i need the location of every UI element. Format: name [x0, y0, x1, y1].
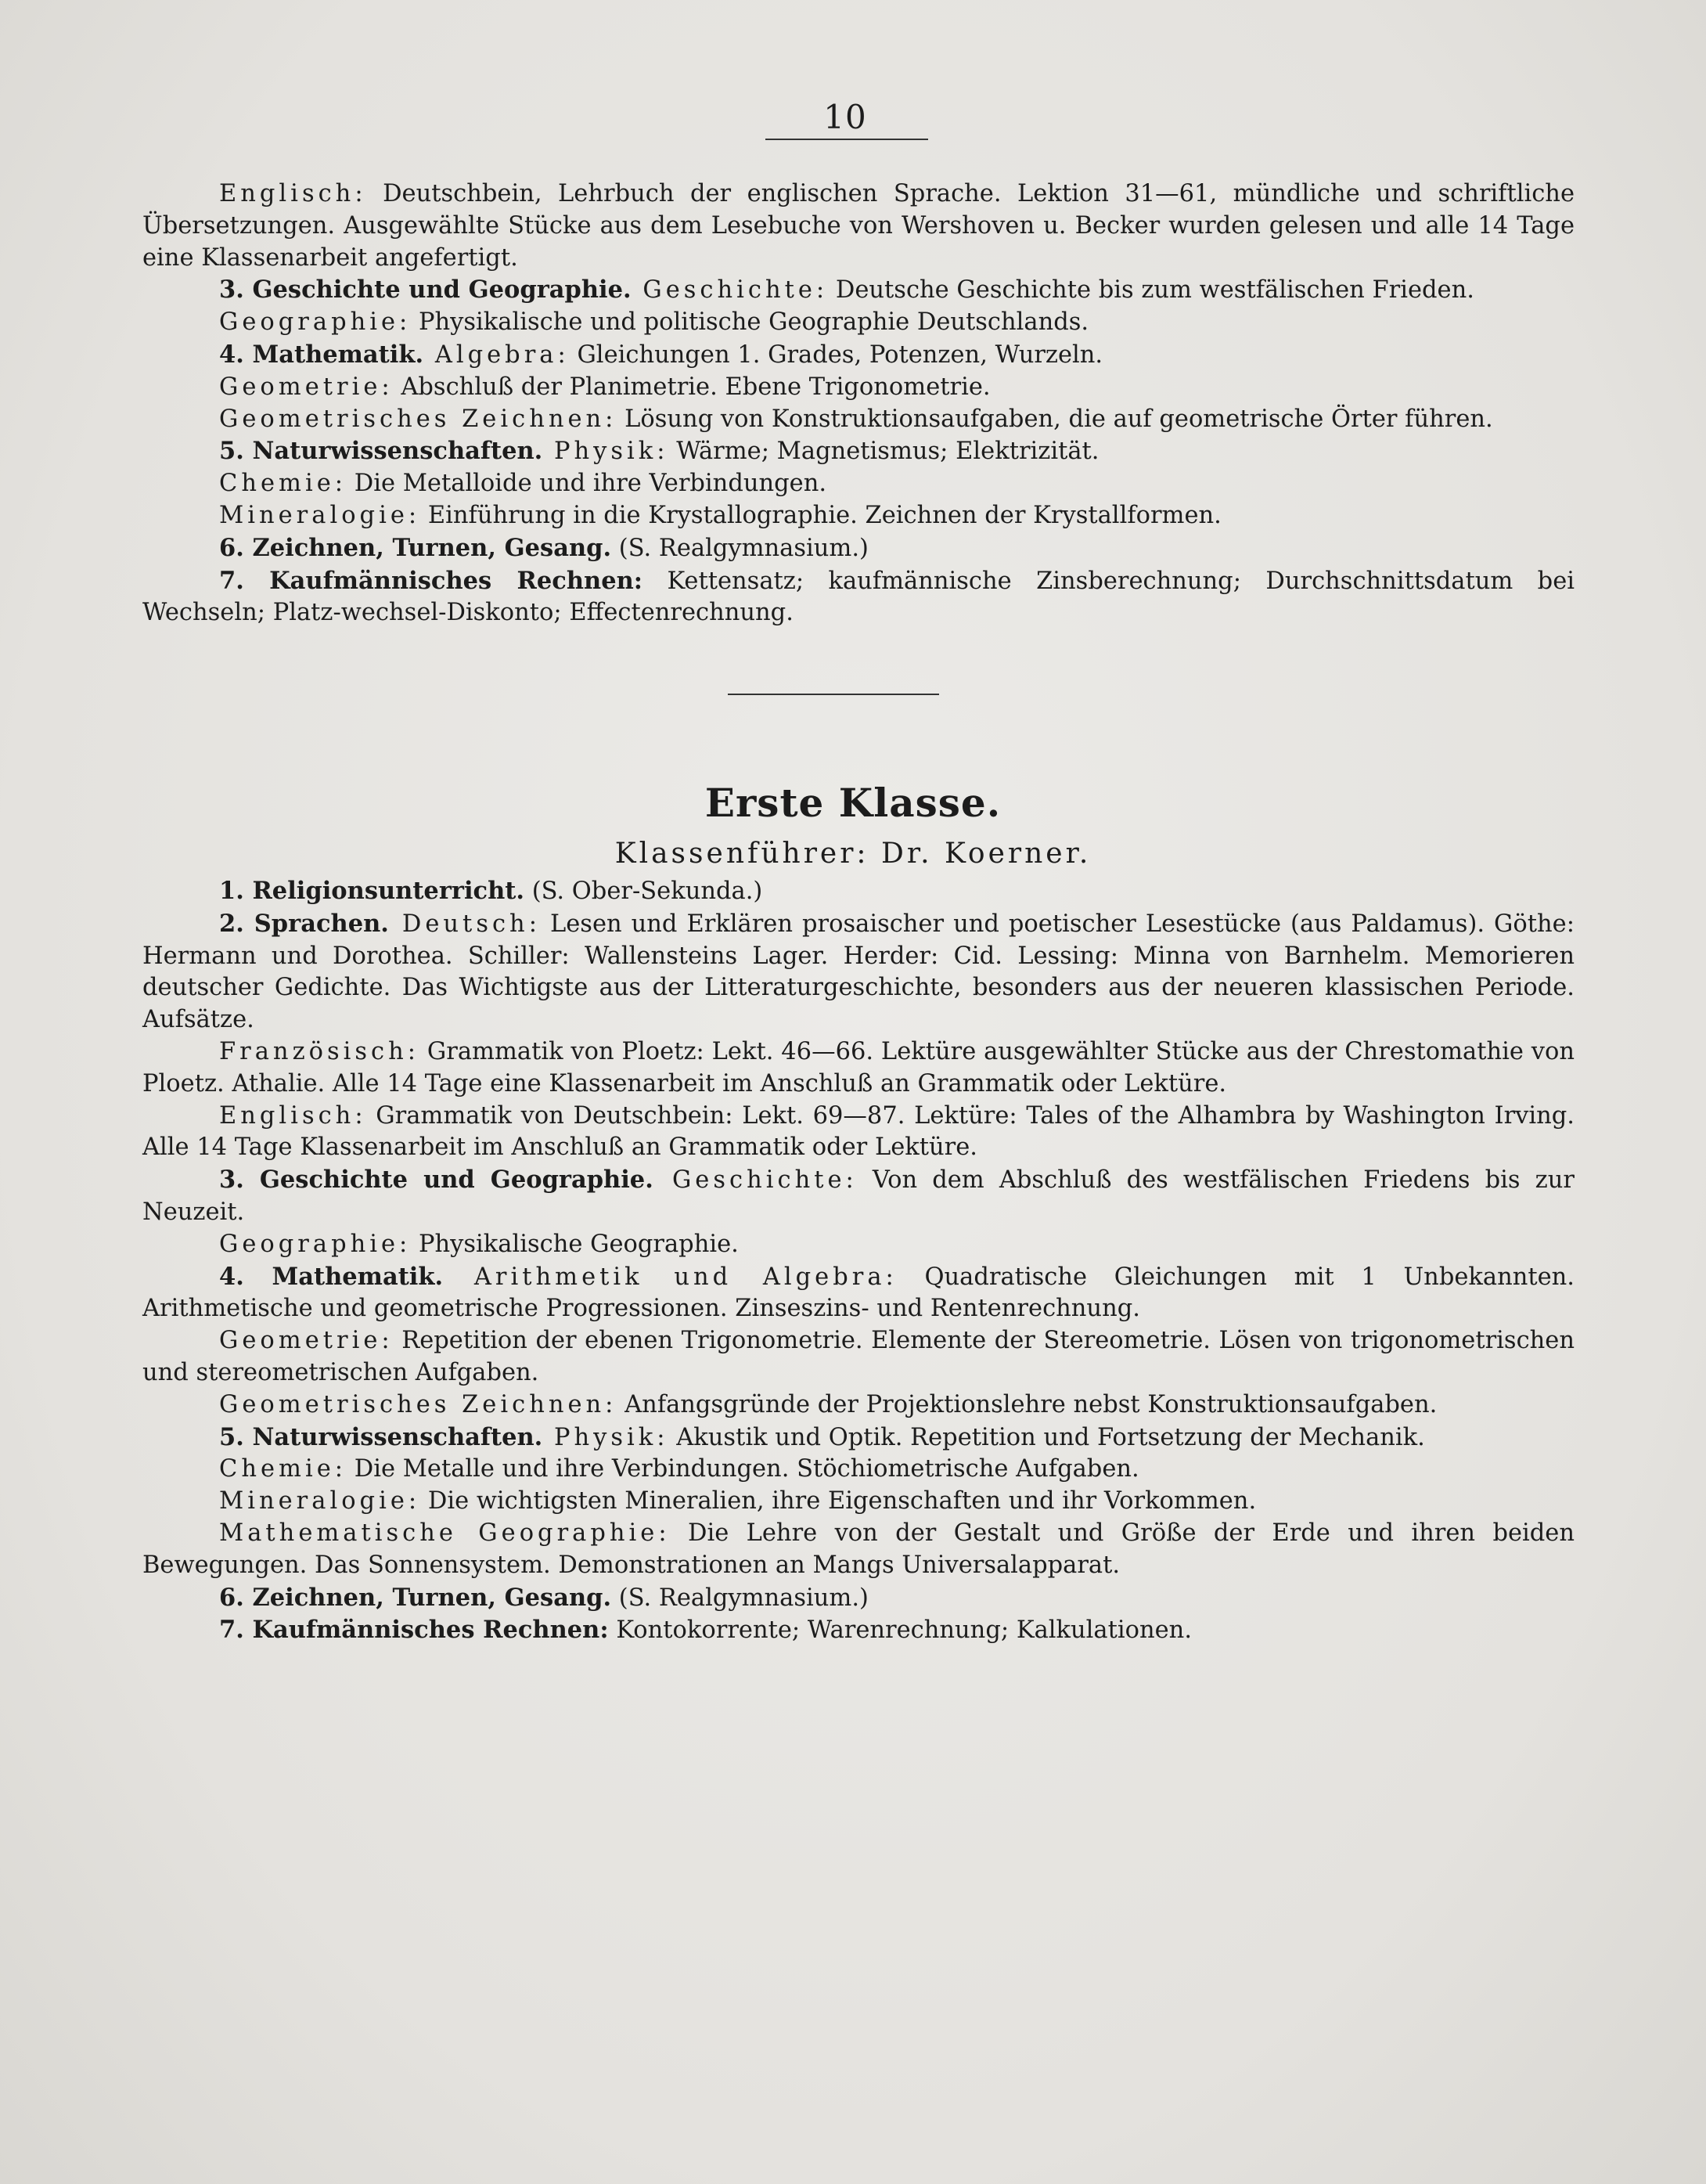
- topic-label: Geschichte:: [653, 1166, 858, 1195]
- curriculum-paragraph: [142, 1389, 1575, 1422]
- topic-label: Geometrisches Zeichnen:: [219, 1390, 617, 1418]
- topic-text: Abschluß der Planimetrie. Ebene Trigonometrie.: [393, 373, 991, 401]
- topic-label: Englisch:: [219, 1101, 367, 1130]
- section-subtitle: Klassenführer: Dr. Koerner.: [614, 838, 1092, 870]
- topic-text: Die Lehre von der Gestalt und Größe der Erde und ihren beiden Bewegungen. Das Sonnensystem. Demonstrationen an Mangs Universalapparat.: [142, 1519, 1575, 1579]
- topic-label: Chemie:: [219, 470, 347, 498]
- topic-label: Geometrie:: [219, 1327, 394, 1355]
- topic-text: (S. Realgymnasium.): [611, 534, 869, 562]
- curriculum-paragraph: [142, 1325, 1575, 1389]
- topic-text: Repetition der ebenen Trigonometrie. Elemente der Stereometrie. Lösen von trigonometrischen und stereometrischen Aufgaben.: [142, 1327, 1575, 1386]
- topic-text: Kettensatz; kaufmännische Zinsberechnung; Durchschnittsdatum bei Wechseln; Platz-wechsel-Diskonto; Effectenrechnung.: [142, 567, 1575, 627]
- topic-text: Die wichtigsten Mineralien, ihre Eigenschaften und ihr Vorkommen.: [420, 1487, 1257, 1515]
- topic-label: Geographie:: [219, 308, 412, 337]
- section-title: Erste Klasse.: [704, 780, 1002, 826]
- curriculum-erste-klasse: [142, 875, 1575, 1647]
- subject-heading: 6. Zeichnen, Turnen, Gesang.: [219, 533, 612, 562]
- curriculum-paragraph: [142, 1518, 1575, 1582]
- topic-text: Die Metalloide und ihre Verbindungen.: [347, 470, 827, 498]
- curriculum-paragraph: [142, 1036, 1575, 1101]
- topic-text: Die Metalle und ihre Verbindungen. Stöchiometrische Aufgaben.: [347, 1455, 1139, 1483]
- topic-label: Französisch:: [219, 1037, 420, 1065]
- topic-label: Deutsch:: [388, 910, 541, 938]
- topic-label: Geometrie:: [219, 373, 394, 401]
- subject-heading: 4. Mathematik.: [219, 1262, 444, 1291]
- topic-text: Kontokorrente; Warenrechnung; Kalkulationen.: [608, 1616, 1193, 1645]
- subject-heading: 3. Geschichte und Geographie.: [219, 1166, 653, 1195]
- topic-text: (S. Realgymnasium.): [611, 1584, 869, 1612]
- curriculum-paragraph: [142, 875, 1575, 908]
- topic-label: Geschichte:: [631, 276, 829, 305]
- curriculum-paragraph: [142, 339, 1575, 372]
- topic-text: Einführung in die Krystallographie. Zeichnen der Krystallformen.: [420, 501, 1222, 529]
- curriculum-paragraph: [142, 1229, 1575, 1261]
- page-number-rule: [765, 139, 928, 140]
- topic-text: Grammatik von Ploetz: Lekt. 46—66. Lektüre ausgewählter Stücke aus der Chrestomathie von Ploetz. Athalie. Alle 14 Tage eine Klassenarbeit im Anschluß an Grammatik oder Lektüre.: [142, 1037, 1575, 1097]
- curriculum-paragraph: [142, 307, 1575, 339]
- topic-label: Physik:: [542, 438, 669, 466]
- curriculum-paragraph: [142, 1582, 1575, 1615]
- page-number: 10: [823, 98, 867, 136]
- topic-text: Deutschbein, Lehrbuch der englischen Sprache. Lektion 31—61, mündliche und schriftliche Übersetzungen. Ausgewählte Stücke aus dem Lesebuche von Wershoven u. Becker wurden gelesen und alle 14 Tage eine Klassenarbeit angefertigt.: [142, 180, 1575, 272]
- curriculum-paragraph: [142, 908, 1575, 1036]
- curriculum-paragraph: [142, 274, 1575, 307]
- curriculum-paragraph: [142, 178, 1575, 274]
- curriculum-paragraph: [142, 1164, 1575, 1229]
- curriculum-paragraph: [142, 1454, 1575, 1486]
- curriculum-paragraph: [142, 1486, 1575, 1518]
- curriculum-paragraph: [142, 1261, 1575, 1326]
- curriculum-paragraph: [142, 1101, 1575, 1165]
- topic-text: (S. Ober-Sekunda.): [524, 878, 763, 905]
- curriculum-paragraph: [142, 565, 1575, 630]
- curriculum-paragraph: [142, 404, 1575, 436]
- subject-heading: 2. Sprachen.: [219, 909, 389, 938]
- topic-text: Akustik und Optik. Repetition und Fortsetzung der Mechanik.: [668, 1423, 1425, 1451]
- topic-text: Lösung von Konstruktionsaufgaben, die auf geometrische Örter führen.: [617, 405, 1493, 433]
- curriculum-paragraph: [142, 532, 1575, 565]
- topic-label: Physik:: [542, 1423, 669, 1451]
- topic-text: Physikalische Geographie.: [411, 1230, 739, 1258]
- subject-heading: 3. Geschichte und Geographie.: [219, 276, 632, 305]
- subject-heading: 6. Zeichnen, Turnen, Gesang.: [219, 1583, 612, 1612]
- topic-label: Chemie:: [219, 1455, 347, 1483]
- topic-label: Englisch:: [219, 180, 367, 207]
- topic-text: Von dem Abschluß des westfälischen Friedens bis zur Neuzeit.: [142, 1166, 1575, 1226]
- topic-label: Geographie:: [219, 1230, 412, 1258]
- topic-text: Wärme; Magnetismus; Elektrizität.: [668, 438, 1100, 466]
- topic-label: Algebra:: [423, 341, 570, 369]
- curriculum-paragraph: [142, 500, 1575, 532]
- curriculum-paragraph: [142, 1614, 1575, 1647]
- topic-text: Quadratische Gleichungen mit 1 Unbekannten. Arithmetische und geometrische Progressionen. Zinseszins- und Rentenrechnung.: [142, 1263, 1575, 1323]
- subject-heading: 7. Kaufmännisches Rechnen:: [219, 1616, 609, 1645]
- topic-text: Grammatik von Deutschbein: Lekt. 69—87. Lektüre: Tales of the Alhambra by Washington Irving. Alle 14 Tage Klassenarbeit im Anschluß an Grammatik oder Lektüre.: [142, 1101, 1575, 1162]
- curriculum-top-section: [142, 178, 1575, 629]
- topic-label: Mathematische Geographie:: [219, 1519, 671, 1547]
- subject-heading: 7. Kaufmännisches Rechnen:: [219, 566, 643, 595]
- topic-label: Mineralogie:: [219, 501, 421, 529]
- curriculum-paragraph: [142, 468, 1575, 500]
- topic-text: Anfangsgründe der Projektionslehre nebst Konstruktionsaufgaben.: [617, 1390, 1438, 1418]
- subject-heading: 1. Religionsunterricht.: [219, 877, 525, 905]
- topic-label: Arithmetik und Algebra:: [443, 1263, 898, 1291]
- topic-text: Deutsche Geschichte bis zum westfälischen Frieden.: [828, 276, 1474, 305]
- curriculum-paragraph: [142, 372, 1575, 404]
- curriculum-paragraph: [142, 435, 1575, 468]
- curriculum-paragraph: [142, 1422, 1575, 1454]
- subject-heading: 5. Naturwissenschaften.: [219, 437, 543, 466]
- section-divider: [728, 694, 939, 695]
- subject-heading: 4. Mathematik.: [219, 340, 424, 369]
- topic-text: Physikalische und politische Geographie Deutschlands.: [411, 308, 1089, 337]
- topic-text: Lesen und Erklären prosaischer und poetischer Lesestücke (aus Paldamus). Göthe: Hermann und Dorothea. Schiller: Wallensteins Lager. Herder: Cid. Lessing: Minna von Barnhelm. Memorieren deutscher Gedichte. Das Wichtigste aus der Litteraturgeschichte, besonders aus der neueren klassischen Periode. Aufsätze.: [142, 910, 1575, 1034]
- topic-label: Mineralogie:: [219, 1487, 421, 1515]
- topic-label: Geometrisches Zeichnen:: [219, 405, 617, 433]
- subject-heading: 5. Naturwissenschaften.: [219, 1422, 543, 1451]
- topic-text: Gleichungen 1. Grades, Potenzen, Wurzeln.: [569, 341, 1103, 369]
